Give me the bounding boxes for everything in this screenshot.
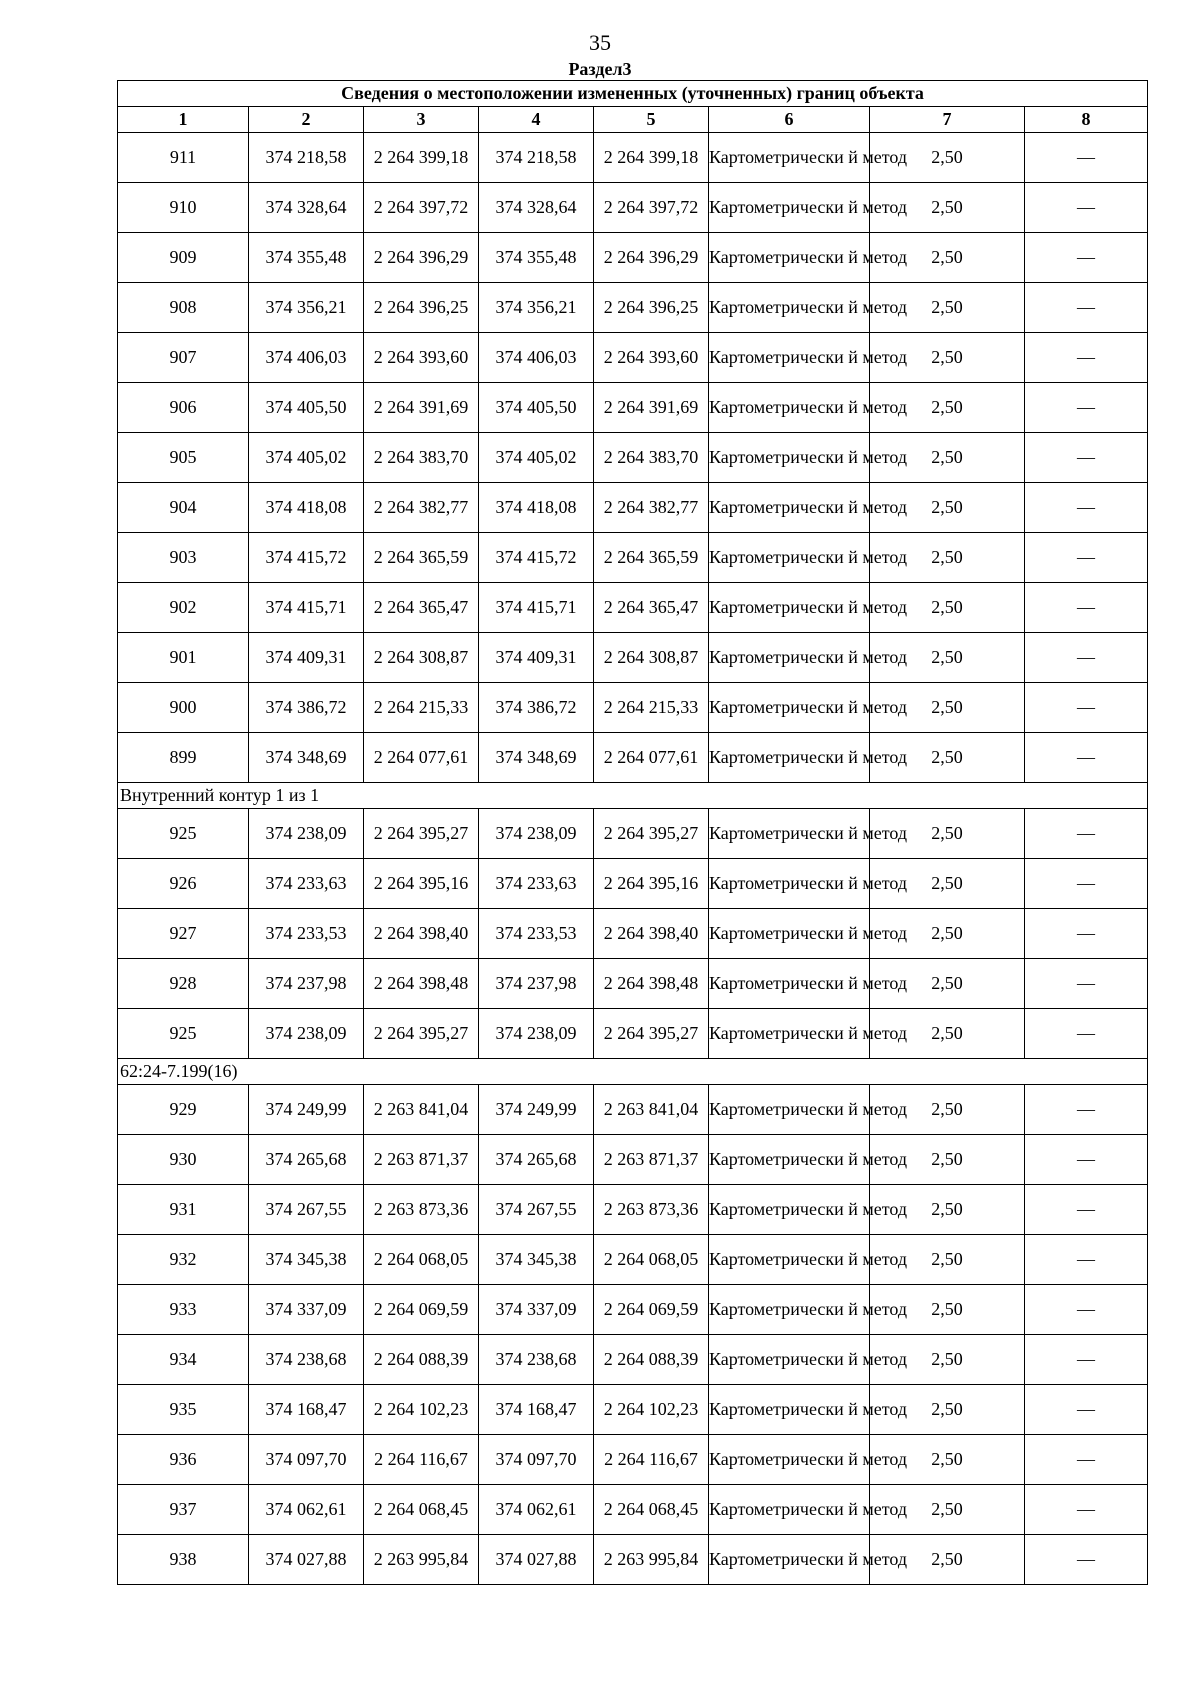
- note-cell: —: [1025, 133, 1148, 183]
- y-coordinate-cell: 2 264 068,45: [594, 1485, 709, 1535]
- table-row: [118, 483, 1148, 533]
- accuracy-cell: 2,50: [870, 433, 1025, 483]
- method-cell: Картометрически й метод: [709, 959, 870, 1009]
- x-coordinate-cell: 374 238,09: [479, 809, 594, 859]
- x-coordinate-cell: 374 237,98: [249, 959, 364, 1009]
- method-cell: Картометрически й метод: [709, 1535, 870, 1585]
- x-coordinate-cell: 374 415,71: [249, 583, 364, 633]
- y-coordinate-cell: 2 263 873,36: [594, 1185, 709, 1235]
- x-coordinate-cell: 374 027,88: [479, 1535, 594, 1585]
- y-coordinate-cell: 2 264 102,23: [594, 1385, 709, 1435]
- contour-label-row: [118, 783, 1148, 809]
- y-coordinate-cell: 2 264 393,60: [594, 333, 709, 383]
- table-row: [118, 333, 1148, 383]
- contour-label: Внутренний контур 1 из 1: [118, 783, 1148, 809]
- table-body: [118, 133, 1148, 1585]
- y-coordinate-cell: 2 264 395,27: [594, 1009, 709, 1059]
- note-cell: —: [1025, 1009, 1148, 1059]
- y-coordinate-cell: 2 263 873,36: [364, 1185, 479, 1235]
- table-row: [118, 1285, 1148, 1335]
- y-coordinate-cell: 2 264 069,59: [594, 1285, 709, 1335]
- x-coordinate-cell: 374 345,38: [249, 1235, 364, 1285]
- column-header: 6: [709, 107, 870, 133]
- y-coordinate-cell: 2 264 069,59: [364, 1285, 479, 1335]
- table-row: [118, 233, 1148, 283]
- y-coordinate-cell: 2 264 116,67: [594, 1435, 709, 1485]
- table-row: [118, 1235, 1148, 1285]
- section-title: Раздел3: [568, 59, 632, 79]
- point-number-cell: 903: [118, 533, 249, 583]
- point-number-cell: 934: [118, 1335, 249, 1385]
- method-cell: Картометрически й метод: [709, 1235, 870, 1285]
- y-coordinate-cell: 2 264 383,70: [594, 433, 709, 483]
- note-cell: —: [1025, 1535, 1148, 1585]
- accuracy-cell: 2,50: [870, 809, 1025, 859]
- accuracy-cell: 2,50: [870, 733, 1025, 783]
- method-cell: Картометрически й метод: [709, 1335, 870, 1385]
- method-cell: Картометрически й метод: [709, 633, 870, 683]
- table-row: [118, 809, 1148, 859]
- table-row: [118, 533, 1148, 583]
- point-number-cell: 899: [118, 733, 249, 783]
- point-number-cell: 904: [118, 483, 249, 533]
- table-row: [118, 1335, 1148, 1385]
- y-coordinate-cell: 2 263 871,37: [364, 1135, 479, 1185]
- y-coordinate-cell: 2 264 398,40: [364, 909, 479, 959]
- x-coordinate-cell: 374 097,70: [479, 1435, 594, 1485]
- point-number-cell: 900: [118, 683, 249, 733]
- table-row: [118, 733, 1148, 783]
- x-coordinate-cell: 374 238,68: [249, 1335, 364, 1385]
- x-coordinate-cell: 374 265,68: [479, 1135, 594, 1185]
- note-cell: —: [1025, 1235, 1148, 1285]
- coordinates-table: [117, 80, 1148, 1585]
- column-header: 5: [594, 107, 709, 133]
- method-cell: Картометрически й метод: [709, 1009, 870, 1059]
- y-coordinate-cell: 2 264 398,48: [594, 959, 709, 1009]
- y-coordinate-cell: 2 264 396,29: [594, 233, 709, 283]
- y-coordinate-cell: 2 264 391,69: [364, 383, 479, 433]
- x-coordinate-cell: 374 249,99: [249, 1085, 364, 1135]
- note-cell: —: [1025, 333, 1148, 383]
- point-number-cell: 932: [118, 1235, 249, 1285]
- x-coordinate-cell: 374 356,21: [479, 283, 594, 333]
- method-cell: Картометрически й метод: [709, 859, 870, 909]
- accuracy-cell: 2,50: [870, 533, 1025, 583]
- column-header: 2: [249, 107, 364, 133]
- y-coordinate-cell: 2 264 391,69: [594, 383, 709, 433]
- accuracy-cell: 2,50: [870, 583, 1025, 633]
- accuracy-cell: 2,50: [870, 233, 1025, 283]
- y-coordinate-cell: 2 264 308,87: [594, 633, 709, 683]
- x-coordinate-cell: 374 337,09: [479, 1285, 594, 1335]
- accuracy-cell: 2,50: [870, 633, 1025, 683]
- note-cell: —: [1025, 733, 1148, 783]
- accuracy-cell: 2,50: [870, 1435, 1025, 1485]
- x-coordinate-cell: 374 238,09: [249, 1009, 364, 1059]
- x-coordinate-cell: 374 027,88: [249, 1535, 364, 1585]
- accuracy-cell: 2,50: [870, 1009, 1025, 1059]
- point-number-cell: 905: [118, 433, 249, 483]
- column-header: 1: [118, 107, 249, 133]
- x-coordinate-cell: 374 238,09: [479, 1009, 594, 1059]
- x-coordinate-cell: 374 415,72: [479, 533, 594, 583]
- method-cell: Картометрически й метод: [709, 383, 870, 433]
- table-row: [118, 959, 1148, 1009]
- method-cell: Картометрически й метод: [709, 333, 870, 383]
- point-number-cell: 927: [118, 909, 249, 959]
- point-number-cell: 908: [118, 283, 249, 333]
- accuracy-cell: 2,50: [870, 1085, 1025, 1135]
- x-coordinate-cell: 374 168,47: [479, 1385, 594, 1435]
- note-cell: —: [1025, 433, 1148, 483]
- note-cell: —: [1025, 583, 1148, 633]
- y-coordinate-cell: 2 264 088,39: [364, 1335, 479, 1385]
- note-cell: —: [1025, 1435, 1148, 1485]
- x-coordinate-cell: 374 415,72: [249, 533, 364, 583]
- x-coordinate-cell: 374 406,03: [479, 333, 594, 383]
- y-coordinate-cell: 2 264 365,47: [594, 583, 709, 633]
- column-header: 4: [479, 107, 594, 133]
- note-cell: —: [1025, 1385, 1148, 1435]
- method-cell: Картометрически й метод: [709, 733, 870, 783]
- note-cell: —: [1025, 283, 1148, 333]
- method-cell: Картометрически й метод: [709, 233, 870, 283]
- point-number-cell: 929: [118, 1085, 249, 1135]
- column-header-row: [118, 107, 1148, 133]
- method-cell: Картометрически й метод: [709, 1085, 870, 1135]
- accuracy-cell: 2,50: [870, 683, 1025, 733]
- x-coordinate-cell: 374 405,02: [479, 433, 594, 483]
- x-coordinate-cell: 374 337,09: [249, 1285, 364, 1335]
- y-coordinate-cell: 2 264 077,61: [364, 733, 479, 783]
- point-number-cell: 938: [118, 1535, 249, 1585]
- table-row: [118, 1135, 1148, 1185]
- point-number-cell: 935: [118, 1385, 249, 1435]
- y-coordinate-cell: 2 264 398,40: [594, 909, 709, 959]
- x-coordinate-cell: 374 233,63: [479, 859, 594, 909]
- note-cell: —: [1025, 633, 1148, 683]
- note-cell: —: [1025, 909, 1148, 959]
- accuracy-cell: 2,50: [870, 1335, 1025, 1385]
- column-header: 7: [870, 107, 1025, 133]
- y-coordinate-cell: 2 263 871,37: [594, 1135, 709, 1185]
- y-coordinate-cell: 2 264 396,25: [594, 283, 709, 333]
- point-number-cell: 901: [118, 633, 249, 683]
- y-coordinate-cell: 2 264 382,77: [364, 483, 479, 533]
- table-row: [118, 433, 1148, 483]
- note-cell: —: [1025, 233, 1148, 283]
- accuracy-cell: 2,50: [870, 1485, 1025, 1535]
- y-coordinate-cell: 2 264 395,16: [364, 859, 479, 909]
- x-coordinate-cell: 374 348,69: [249, 733, 364, 783]
- x-coordinate-cell: 374 233,63: [249, 859, 364, 909]
- point-number-cell: 925: [118, 809, 249, 859]
- x-coordinate-cell: 374 418,08: [479, 483, 594, 533]
- point-number-cell: 930: [118, 1135, 249, 1185]
- accuracy-cell: 2,50: [870, 483, 1025, 533]
- accuracy-cell: 2,50: [870, 1535, 1025, 1585]
- column-header: 8: [1025, 107, 1148, 133]
- table-caption: Сведения о местоположении измененных (уточненных) границ объекта: [118, 81, 1148, 107]
- note-cell: —: [1025, 1135, 1148, 1185]
- point-number-cell: 907: [118, 333, 249, 383]
- x-coordinate-cell: 374 233,53: [249, 909, 364, 959]
- point-number-cell: 937: [118, 1485, 249, 1535]
- table-row: [118, 1085, 1148, 1135]
- table-row: [118, 1009, 1148, 1059]
- table-row: [118, 583, 1148, 633]
- x-coordinate-cell: 374 097,70: [249, 1435, 364, 1485]
- y-coordinate-cell: 2 264 077,61: [594, 733, 709, 783]
- y-coordinate-cell: 2 264 068,45: [364, 1485, 479, 1535]
- x-coordinate-cell: 374 386,72: [249, 683, 364, 733]
- x-coordinate-cell: 374 237,98: [479, 959, 594, 1009]
- y-coordinate-cell: 2 263 841,04: [364, 1085, 479, 1135]
- y-coordinate-cell: 2 264 215,33: [364, 683, 479, 733]
- point-number-cell: 936: [118, 1435, 249, 1485]
- y-coordinate-cell: 2 264 397,72: [364, 183, 479, 233]
- table-row: [118, 1385, 1148, 1435]
- accuracy-cell: 2,50: [870, 959, 1025, 1009]
- method-cell: Картометрически й метод: [709, 809, 870, 859]
- accuracy-cell: 2,50: [870, 1385, 1025, 1435]
- table-row: [118, 1185, 1148, 1235]
- y-coordinate-cell: 2 264 068,05: [364, 1235, 479, 1285]
- method-cell: Картометрически й метод: [709, 183, 870, 233]
- y-coordinate-cell: 2 263 995,84: [594, 1535, 709, 1585]
- y-coordinate-cell: 2 264 397,72: [594, 183, 709, 233]
- x-coordinate-cell: 374 406,03: [249, 333, 364, 383]
- y-coordinate-cell: 2 264 215,33: [594, 683, 709, 733]
- table-row: [118, 683, 1148, 733]
- point-number-cell: 910: [118, 183, 249, 233]
- method-cell: Картометрически й метод: [709, 1385, 870, 1435]
- point-number-cell: 931: [118, 1185, 249, 1235]
- table-row: [118, 1535, 1148, 1585]
- x-coordinate-cell: 374 345,38: [479, 1235, 594, 1285]
- y-coordinate-cell: 2 264 395,27: [364, 809, 479, 859]
- note-cell: —: [1025, 1335, 1148, 1385]
- accuracy-cell: 2,50: [870, 1185, 1025, 1235]
- x-coordinate-cell: 374 355,48: [479, 233, 594, 283]
- point-number-cell: 928: [118, 959, 249, 1009]
- method-cell: Картометрически й метод: [709, 133, 870, 183]
- point-number-cell: 906: [118, 383, 249, 433]
- x-coordinate-cell: 374 265,68: [249, 1135, 364, 1185]
- note-cell: —: [1025, 483, 1148, 533]
- note-cell: —: [1025, 859, 1148, 909]
- accuracy-cell: 2,50: [870, 333, 1025, 383]
- y-coordinate-cell: 2 264 382,77: [594, 483, 709, 533]
- x-coordinate-cell: 374 328,64: [249, 183, 364, 233]
- accuracy-cell: 2,50: [870, 909, 1025, 959]
- point-number-cell: 902: [118, 583, 249, 633]
- point-number-cell: 925: [118, 1009, 249, 1059]
- accuracy-cell: 2,50: [870, 283, 1025, 333]
- method-cell: Картометрически й метод: [709, 1135, 870, 1185]
- table-row: [118, 183, 1148, 233]
- table-row: [118, 1435, 1148, 1485]
- y-coordinate-cell: 2 264 365,59: [364, 533, 479, 583]
- x-coordinate-cell: 374 418,08: [249, 483, 364, 533]
- table-row: [118, 283, 1148, 333]
- accuracy-cell: 2,50: [870, 859, 1025, 909]
- table-row: [118, 1485, 1148, 1535]
- method-cell: Картометрически й метод: [709, 1185, 870, 1235]
- y-coordinate-cell: 2 264 116,67: [364, 1435, 479, 1485]
- accuracy-cell: 2,50: [870, 1235, 1025, 1285]
- y-coordinate-cell: 2 264 383,70: [364, 433, 479, 483]
- x-coordinate-cell: 374 409,31: [479, 633, 594, 683]
- note-cell: —: [1025, 183, 1148, 233]
- method-cell: Картометрически й метод: [709, 1285, 870, 1335]
- method-cell: Картометрически й метод: [709, 583, 870, 633]
- table-row: [118, 633, 1148, 683]
- note-cell: —: [1025, 1285, 1148, 1335]
- note-cell: —: [1025, 809, 1148, 859]
- x-coordinate-cell: 374 218,58: [479, 133, 594, 183]
- contour-label: 62:24-7.199(16): [118, 1059, 1148, 1085]
- y-coordinate-cell: 2 264 398,48: [364, 959, 479, 1009]
- x-coordinate-cell: 374 415,71: [479, 583, 594, 633]
- method-cell: Картометрически й метод: [709, 433, 870, 483]
- y-coordinate-cell: 2 264 088,39: [594, 1335, 709, 1385]
- y-coordinate-cell: 2 264 395,27: [594, 809, 709, 859]
- x-coordinate-cell: 374 386,72: [479, 683, 594, 733]
- y-coordinate-cell: 2 264 395,16: [594, 859, 709, 909]
- y-coordinate-cell: 2 263 841,04: [594, 1085, 709, 1135]
- y-coordinate-cell: 2 264 399,18: [594, 133, 709, 183]
- table-row: [118, 859, 1148, 909]
- page-number: 35: [589, 30, 611, 55]
- x-coordinate-cell: 374 409,31: [249, 633, 364, 683]
- method-cell: Картометрически й метод: [709, 909, 870, 959]
- x-coordinate-cell: 374 238,68: [479, 1335, 594, 1385]
- note-cell: —: [1025, 959, 1148, 1009]
- point-number-cell: 911: [118, 133, 249, 183]
- x-coordinate-cell: 374 062,61: [249, 1485, 364, 1535]
- method-cell: Картометрически й метод: [709, 1435, 870, 1485]
- x-coordinate-cell: 374 238,09: [249, 809, 364, 859]
- x-coordinate-cell: 374 355,48: [249, 233, 364, 283]
- y-coordinate-cell: 2 264 102,23: [364, 1385, 479, 1435]
- x-coordinate-cell: 374 168,47: [249, 1385, 364, 1435]
- note-cell: —: [1025, 1185, 1148, 1235]
- method-cell: Картометрически й метод: [709, 1485, 870, 1535]
- x-coordinate-cell: 374 267,55: [249, 1185, 364, 1235]
- x-coordinate-cell: 374 218,58: [249, 133, 364, 183]
- y-coordinate-cell: 2 264 393,60: [364, 333, 479, 383]
- accuracy-cell: 2,50: [870, 383, 1025, 433]
- table-row: [118, 133, 1148, 183]
- y-coordinate-cell: 2 264 365,59: [594, 533, 709, 583]
- x-coordinate-cell: 374 062,61: [479, 1485, 594, 1535]
- contour-label-row: [118, 1059, 1148, 1085]
- y-coordinate-cell: 2 264 396,29: [364, 233, 479, 283]
- x-coordinate-cell: 374 405,50: [249, 383, 364, 433]
- note-cell: —: [1025, 1085, 1148, 1135]
- note-cell: —: [1025, 383, 1148, 433]
- y-coordinate-cell: 2 264 365,47: [364, 583, 479, 633]
- y-coordinate-cell: 2 263 995,84: [364, 1535, 479, 1585]
- column-header: 3: [364, 107, 479, 133]
- note-cell: —: [1025, 1485, 1148, 1535]
- accuracy-cell: 2,50: [870, 1285, 1025, 1335]
- x-coordinate-cell: 374 348,69: [479, 733, 594, 783]
- point-number-cell: 926: [118, 859, 249, 909]
- method-cell: Картометрически й метод: [709, 283, 870, 333]
- y-coordinate-cell: 2 264 395,27: [364, 1009, 479, 1059]
- x-coordinate-cell: 374 356,21: [249, 283, 364, 333]
- accuracy-cell: 2,50: [870, 133, 1025, 183]
- method-cell: Картометрически й метод: [709, 483, 870, 533]
- accuracy-cell: 2,50: [870, 1135, 1025, 1185]
- table-row: [118, 909, 1148, 959]
- method-cell: Картометрически й метод: [709, 533, 870, 583]
- x-coordinate-cell: 374 233,53: [479, 909, 594, 959]
- y-coordinate-cell: 2 264 396,25: [364, 283, 479, 333]
- x-coordinate-cell: 374 267,55: [479, 1185, 594, 1235]
- note-cell: —: [1025, 533, 1148, 583]
- point-number-cell: 933: [118, 1285, 249, 1335]
- y-coordinate-cell: 2 264 308,87: [364, 633, 479, 683]
- y-coordinate-cell: 2 264 068,05: [594, 1235, 709, 1285]
- x-coordinate-cell: 374 249,99: [479, 1085, 594, 1135]
- x-coordinate-cell: 374 405,02: [249, 433, 364, 483]
- accuracy-cell: 2,50: [870, 183, 1025, 233]
- note-cell: —: [1025, 683, 1148, 733]
- method-cell: Картометрически й метод: [709, 683, 870, 733]
- x-coordinate-cell: 374 405,50: [479, 383, 594, 433]
- point-number-cell: 909: [118, 233, 249, 283]
- y-coordinate-cell: 2 264 399,18: [364, 133, 479, 183]
- x-coordinate-cell: 374 328,64: [479, 183, 594, 233]
- table-row: [118, 383, 1148, 433]
